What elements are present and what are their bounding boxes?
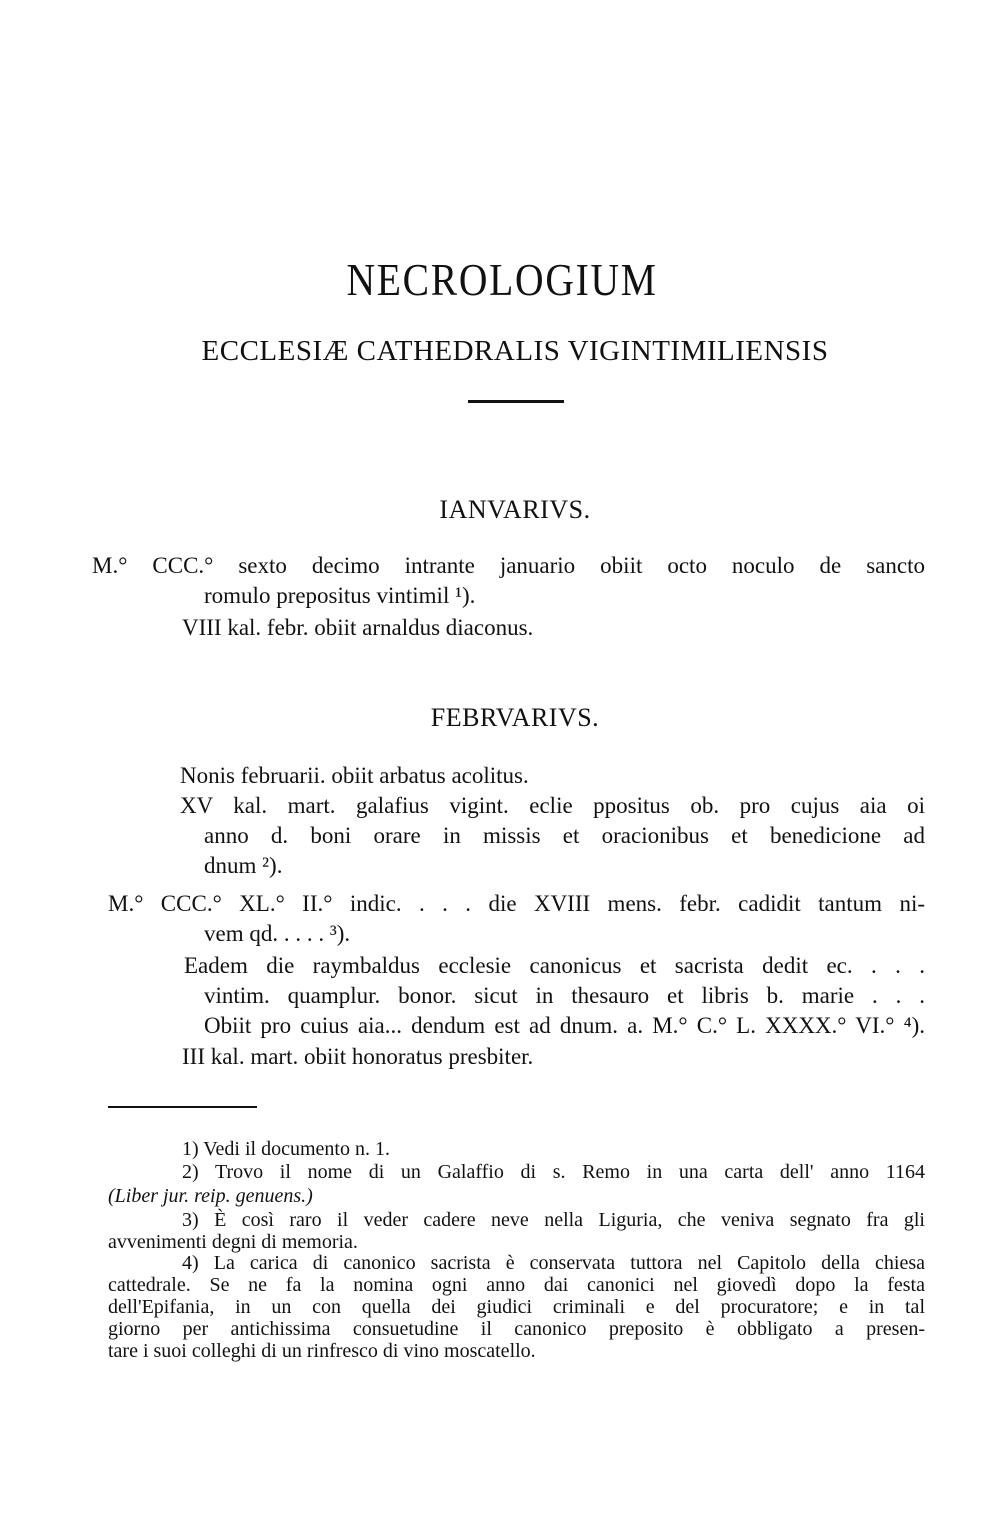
entry-january-1-cont <box>204 581 475 611</box>
entry-january-2 <box>182 613 533 643</box>
footnote-divider <box>108 1106 257 1108</box>
entry-line: anno d. boni orare in missis et oracionibus et benedicione ad <box>204 823 925 848</box>
footnote-line: avvenimenti degni di memoria. <box>108 1231 358 1253</box>
footnote-1 <box>182 1139 390 1160</box>
entry-february-4-cont2 <box>204 1011 925 1041</box>
title-divider <box>468 400 564 403</box>
footnote-line: (Liber jur. reip. genuens.) <box>108 1185 313 1207</box>
entry-line: dnum ²). <box>204 853 283 878</box>
entry-line: VIII kal. febr. obiit arnaldus diaconus. <box>182 615 534 640</box>
footnote-2-cont <box>108 1186 313 1207</box>
footnote-line: giorno per antichissima consuetudine il canonico preposito è obbligato a presen- <box>108 1318 925 1340</box>
footnote-3-cont <box>108 1232 358 1253</box>
month-heading-february: FEBRVARIVS. <box>430 703 600 732</box>
footnote-4 <box>182 1253 925 1274</box>
footnote-4-cont <box>108 1275 925 1296</box>
entry-line: Eadem die raymbaldus ecclesie canonicus et sacrista dedit ec. . . . <box>184 953 925 978</box>
entry-line: vintim. quamplur. bonor. sicut in thesauro et libris b. marie . . . <box>204 983 925 1008</box>
footnote-line: cattedrale. Se ne fa la nomina ogni anno dai canonici nel giovedì dopo la festa <box>108 1274 925 1296</box>
entry-february-3-cont <box>204 919 350 949</box>
entry-february-2 <box>180 791 925 821</box>
footnote-line: 4) La carica di canonico sacrista è conservata tuttora nel Capitolo della chiesa <box>182 1252 925 1274</box>
entry-january-1 <box>92 551 925 581</box>
entry-line: vem qd. . . . . ³). <box>204 921 351 946</box>
footnote-line: tare i suoi colleghi di un rinfresco di vino moscatello. <box>108 1340 536 1362</box>
footnote-3 <box>182 1210 925 1231</box>
entry-line: Obiit pro cuius aia... dendum est ad dnum. a. M.° C.° L. XXXX.° VI.° ⁴). <box>204 1013 925 1038</box>
page-title: NECROLOGIUM <box>346 254 658 305</box>
footnote-4-cont3 <box>108 1319 925 1340</box>
entry-line: Nonis februarii. obiit arbatus acolitus. <box>180 763 529 788</box>
entry-february-2-cont2 <box>204 851 282 881</box>
entry-february-1 <box>180 761 529 791</box>
footnote-line: 3) È così raro il veder cadere neve nella Liguria, che veniva segnato fra gli <box>182 1209 925 1231</box>
footnote-line: dell'Epifania, in un con quella dei giudici criminali e del procuratore; e in tal <box>108 1296 925 1318</box>
entry-line: III kal. mart. obiit honoratus presbiter. <box>182 1044 534 1069</box>
entry-february-2-cont <box>204 821 925 851</box>
entry-line: M.° CCC.° sexto decimo intrante januario obiit octo noculo de sancto <box>92 553 925 578</box>
entry-february-4-cont <box>204 981 925 1011</box>
page-subtitle: ECCLESIÆ CATHEDRALIS VIGINTIMILIENSIS <box>201 335 829 367</box>
entry-february-4 <box>184 951 925 981</box>
footnote-4-cont2 <box>108 1297 925 1318</box>
entry-line: romulo prepositus vintimil ¹). <box>204 583 476 608</box>
entry-line: XV kal. mart. galafius vigint. eclie ppositus ob. pro cujus aia oi <box>180 793 925 818</box>
footnote-4-cont4 <box>108 1341 536 1362</box>
footnote-line: 1) Vedi il documento n. 1. <box>182 1138 390 1160</box>
footnote-line: 2) Trovo il nome di un Galaffio di s. Remo in una carta dell' anno 1164 <box>182 1161 925 1183</box>
footnote-2 <box>182 1162 925 1183</box>
entry-line: M.° CCC.° XL.° II.° indic. . . . die XVIII mens. febr. cadidit tantum ni- <box>108 891 925 916</box>
entry-february-5 <box>182 1042 533 1072</box>
month-heading-january: IANVARIVS. <box>439 495 591 524</box>
entry-february-3 <box>108 889 925 919</box>
